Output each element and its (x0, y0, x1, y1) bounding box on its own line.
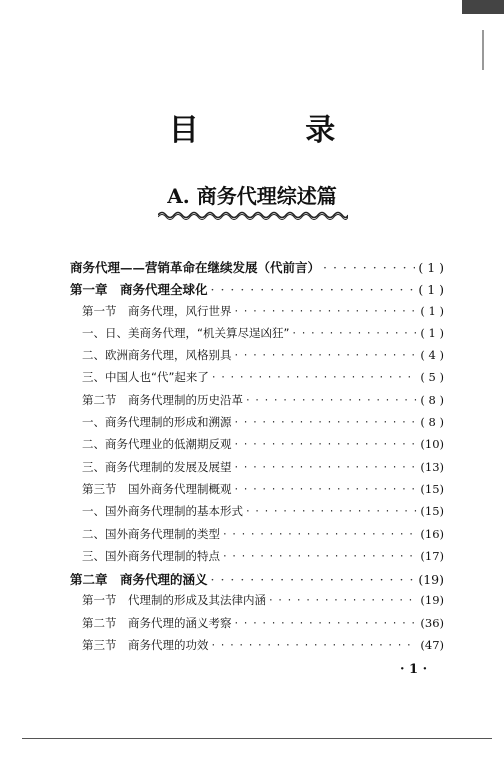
toc-entry (70, 325, 444, 347)
toc-entry-page: ( 4 ) (420, 348, 444, 363)
dot-leader (235, 304, 418, 318)
toc-entry (70, 258, 444, 280)
toc-entry-title: 一、国外商务代理制的基本形式 (82, 504, 243, 519)
dot-leader (235, 437, 418, 451)
toc-entry-page: (36) (420, 615, 444, 630)
footer-rule (22, 738, 492, 739)
toc-entry-title: 第一节 商务代理，风行世界 (82, 303, 232, 318)
toc-entry-title: 第二节 商务代理的涵义考察 (82, 615, 232, 630)
toc-entry-page: ( 1 ) (418, 260, 444, 275)
toc-entry (70, 615, 444, 637)
page-number: · 1 · (400, 662, 428, 677)
toc-entry (70, 548, 444, 570)
toc-entry-page: (16) (420, 526, 444, 541)
toc-entry-title: 商务代理——营销革命在继续发展（代前言） (70, 260, 321, 275)
dot-leader (235, 415, 418, 429)
toc-entry-page: (19) (420, 593, 444, 608)
dot-leader (212, 370, 417, 384)
toc-entry-title: 第一节 代理制的形成及其法律内涵 (82, 593, 266, 608)
dot-leader (323, 260, 415, 275)
toc-entry-title: 二、国外商务代理制的类型 (82, 526, 220, 541)
toc-entry (70, 414, 444, 436)
toc-entry-title: 三、中国人也“代”起来了 (82, 370, 209, 385)
dot-leader (211, 282, 416, 297)
dot-leader (212, 638, 418, 652)
toc-entry-page: ( 8 ) (420, 415, 444, 430)
toc-entry-title: 二、商务代理业的低潮期反观 (82, 437, 232, 452)
toc-entry-title: 三、商务代理制的发展及展望 (82, 459, 232, 474)
toc-entry (70, 592, 444, 614)
toc-entry-title: 二、欧洲商务代理，风格别具 (82, 348, 232, 363)
toc-entry-page: ( 1 ) (418, 282, 444, 298)
toc-entry-page: (13) (420, 459, 444, 474)
toc-entry-page: (10) (420, 437, 444, 452)
dot-leader (269, 593, 417, 607)
toc-entry-title: 一、商务代理制的形成和溯源 (82, 415, 232, 430)
dot-leader (292, 326, 417, 340)
toc-entry-title: 三、国外商务代理制的特点 (82, 548, 220, 563)
toc-entry-page: (15) (420, 481, 444, 496)
toc-entry (70, 481, 444, 503)
dot-leader (246, 393, 417, 407)
toc-entry (70, 303, 444, 325)
dot-leader (235, 348, 418, 362)
ornament-divider (158, 210, 348, 220)
toc-entry (70, 369, 444, 391)
toc-entry (70, 280, 444, 302)
toc-entry (70, 392, 444, 414)
dot-leader (223, 549, 417, 563)
scan-edge-mark (482, 30, 484, 70)
toc-entry (70, 570, 444, 592)
dot-leader (223, 527, 417, 541)
dot-leader (235, 482, 418, 496)
toc-entry-page: ( 1 ) (420, 303, 444, 318)
toc-entry (70, 347, 444, 369)
toc-entry-title: 第三节 国外商务代理制概观 (82, 481, 232, 496)
toc-entry-page: ( 5 ) (420, 370, 444, 385)
toc-entry (70, 526, 444, 548)
toc-entry-page: ( 8 ) (420, 392, 444, 407)
page-title: 目 录 (168, 113, 384, 148)
toc-entry-title: 第一章 商务代理全球化 (70, 282, 208, 298)
toc-entry-title: 第三节 商务代理的功效 (82, 638, 209, 653)
dot-leader (246, 504, 417, 518)
toc-entry-title: 第二章 商务代理的涵义 (70, 572, 208, 588)
toc-entry (70, 503, 444, 525)
toc-entry (70, 436, 444, 458)
toc-entry-title: 一、日、美商务代理，“机关算尽逞凶狂” (82, 325, 290, 340)
table-of-contents (70, 258, 444, 659)
dot-leader (235, 460, 418, 474)
toc-entry-page: ( 1 ) (420, 325, 444, 340)
toc-entry-page: (47) (420, 638, 444, 653)
toc-entry-page: (15) (420, 504, 444, 519)
toc-entry (70, 459, 444, 481)
toc-entry-page: (17) (420, 548, 444, 563)
section-heading: A. 商务代理综述篇 (167, 184, 337, 208)
scan-corner-mark (462, 0, 504, 14)
dot-leader (211, 572, 416, 587)
toc-entry-title: 第二节 商务代理制的历史沿革 (82, 392, 243, 407)
dot-leader (235, 616, 418, 630)
toc-entry-page: (19) (418, 572, 444, 588)
toc-entry (70, 637, 444, 659)
